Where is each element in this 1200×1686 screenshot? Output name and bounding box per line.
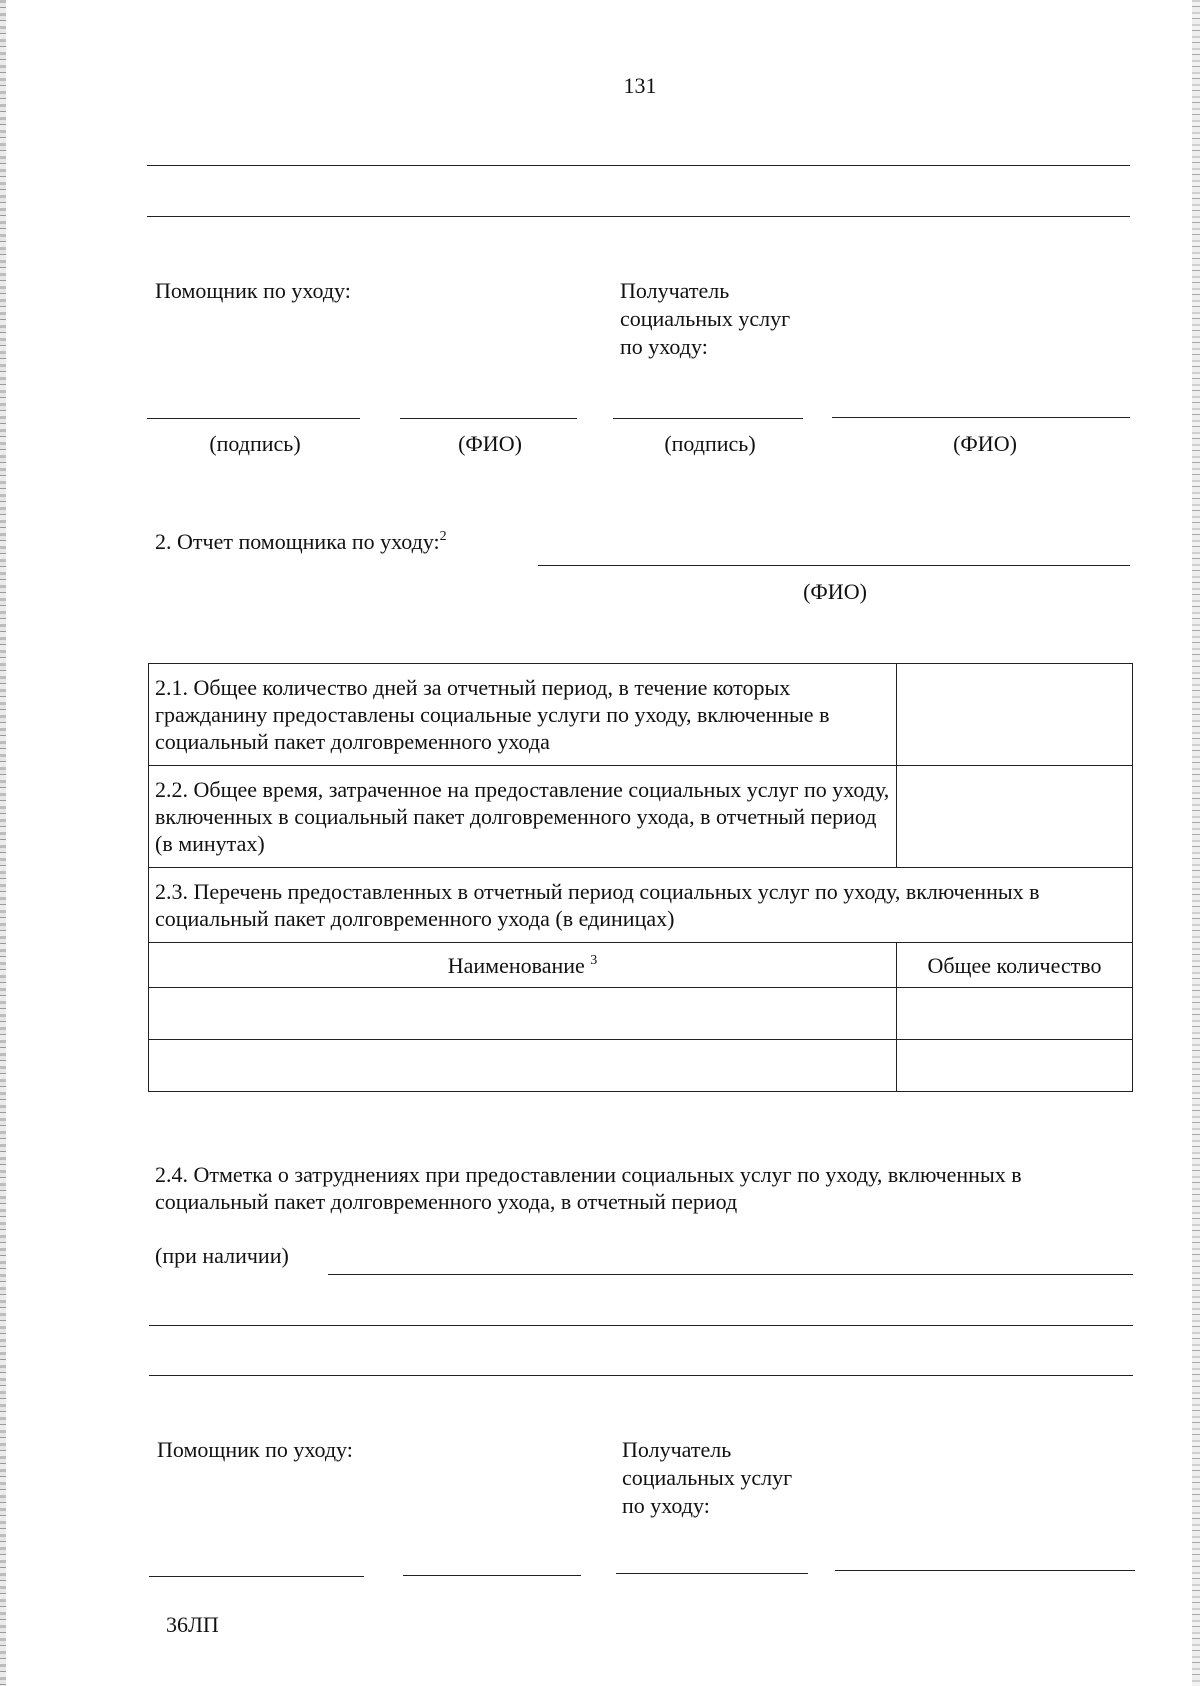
caption-signature-helper: (подпись) <box>209 431 301 456</box>
blank-line-top-2 <box>147 216 1130 217</box>
row-2-3-label: 2.3. Перечень предоставленных в отчетный период социальных услуг по уходу, включенных в социальный пакет долговременного ухода (в единицах) <box>149 868 1133 943</box>
table-row <box>149 664 1133 766</box>
if-any-label: (при наличии) <box>155 1243 289 1268</box>
table-row <box>149 868 1133 943</box>
fio-line-helper-2 <box>403 1575 581 1576</box>
difficulties-line-1 <box>328 1274 1133 1275</box>
service-name-cell[interactable] <box>149 988 897 1040</box>
scan-edge-right <box>1192 0 1200 1686</box>
difficulties-line-3 <box>149 1375 1133 1376</box>
caption-fio-helper: (ФИО) <box>458 431 522 456</box>
report-table <box>148 663 1133 1092</box>
recipient-label-line-1: Получатель <box>620 278 730 303</box>
row-2-1-label: 2.1. Общее количество дней за отчетный период, в течение которых гражданину предоставлены социальные услуги по уходу, включенные в социальный пакет долговременного ухода <box>149 664 897 766</box>
signature-line-helper-2 <box>149 1576 364 1577</box>
recipient-label-2-line-2: социальных услуг <box>622 1465 793 1490</box>
column-header-name: Наименование $^3$ <box>149 943 897 988</box>
helper-label-2: Помощник по уходу: <box>157 1437 353 1462</box>
table-row <box>149 1040 1133 1092</box>
difficulties-line-2 <box>149 1325 1133 1326</box>
recipient-label-line-2: социальных услуг <box>620 306 791 331</box>
signature-line-recipient-2 <box>616 1573 808 1574</box>
signature-line-helper <box>147 418 360 419</box>
report-fio-caption: (ФИО) <box>803 579 867 604</box>
caption-signature-recipient: (подпись) <box>664 431 756 456</box>
scan-edge-left <box>0 0 6 1686</box>
row-2-2-value-cell[interactable] <box>897 766 1133 868</box>
footer-code: 36ЛП <box>166 1612 219 1637</box>
blank-line-top-1 <box>147 165 1130 166</box>
column-header-total: Общее количество <box>897 943 1133 988</box>
fio-line-helper <box>400 418 577 419</box>
recipient-label-2-line-1: Получатель <box>622 1437 732 1462</box>
helper-label: Помощник по уходу: <box>155 278 351 303</box>
table-row <box>149 766 1133 868</box>
table-header-row <box>149 943 1133 988</box>
page-number: 131 <box>623 73 657 98</box>
row-2-2-label: 2.2. Общее время, затраченное на предоставление социальных услуг по уходу, включенных в социальный пакет долговременного ухода, в отчетный период (в минутах) <box>149 766 897 868</box>
fio-line-recipient <box>832 417 1130 418</box>
footnote-marker-2: 2 <box>439 529 447 544</box>
report-fio-line <box>538 565 1130 566</box>
signature-line-recipient <box>613 418 803 419</box>
service-name-cell[interactable] <box>149 1040 897 1092</box>
difficulties-text: 2.4. Отметка о затруднениях при предоставлении социальных услуг по уходу, включенных в социальный пакет долговременного ухода, в отчетный период <box>155 1162 1022 1214</box>
fio-line-recipient-2 <box>835 1570 1135 1571</box>
row-2-1-value-cell[interactable] <box>897 664 1133 766</box>
service-total-cell[interactable] <box>897 988 1133 1040</box>
section-2-title: 2. Отчет помощника по уходу:$^2$ <box>155 529 447 554</box>
caption-fio-recipient: (ФИО) <box>953 431 1017 456</box>
footnote-marker-3: 3 <box>590 952 598 968</box>
service-total-cell[interactable] <box>897 1040 1133 1092</box>
table-row <box>149 988 1133 1040</box>
recipient-label-2-line-3: по уходу: <box>622 1493 710 1518</box>
recipient-label-line-3: по уходу: <box>620 334 708 359</box>
